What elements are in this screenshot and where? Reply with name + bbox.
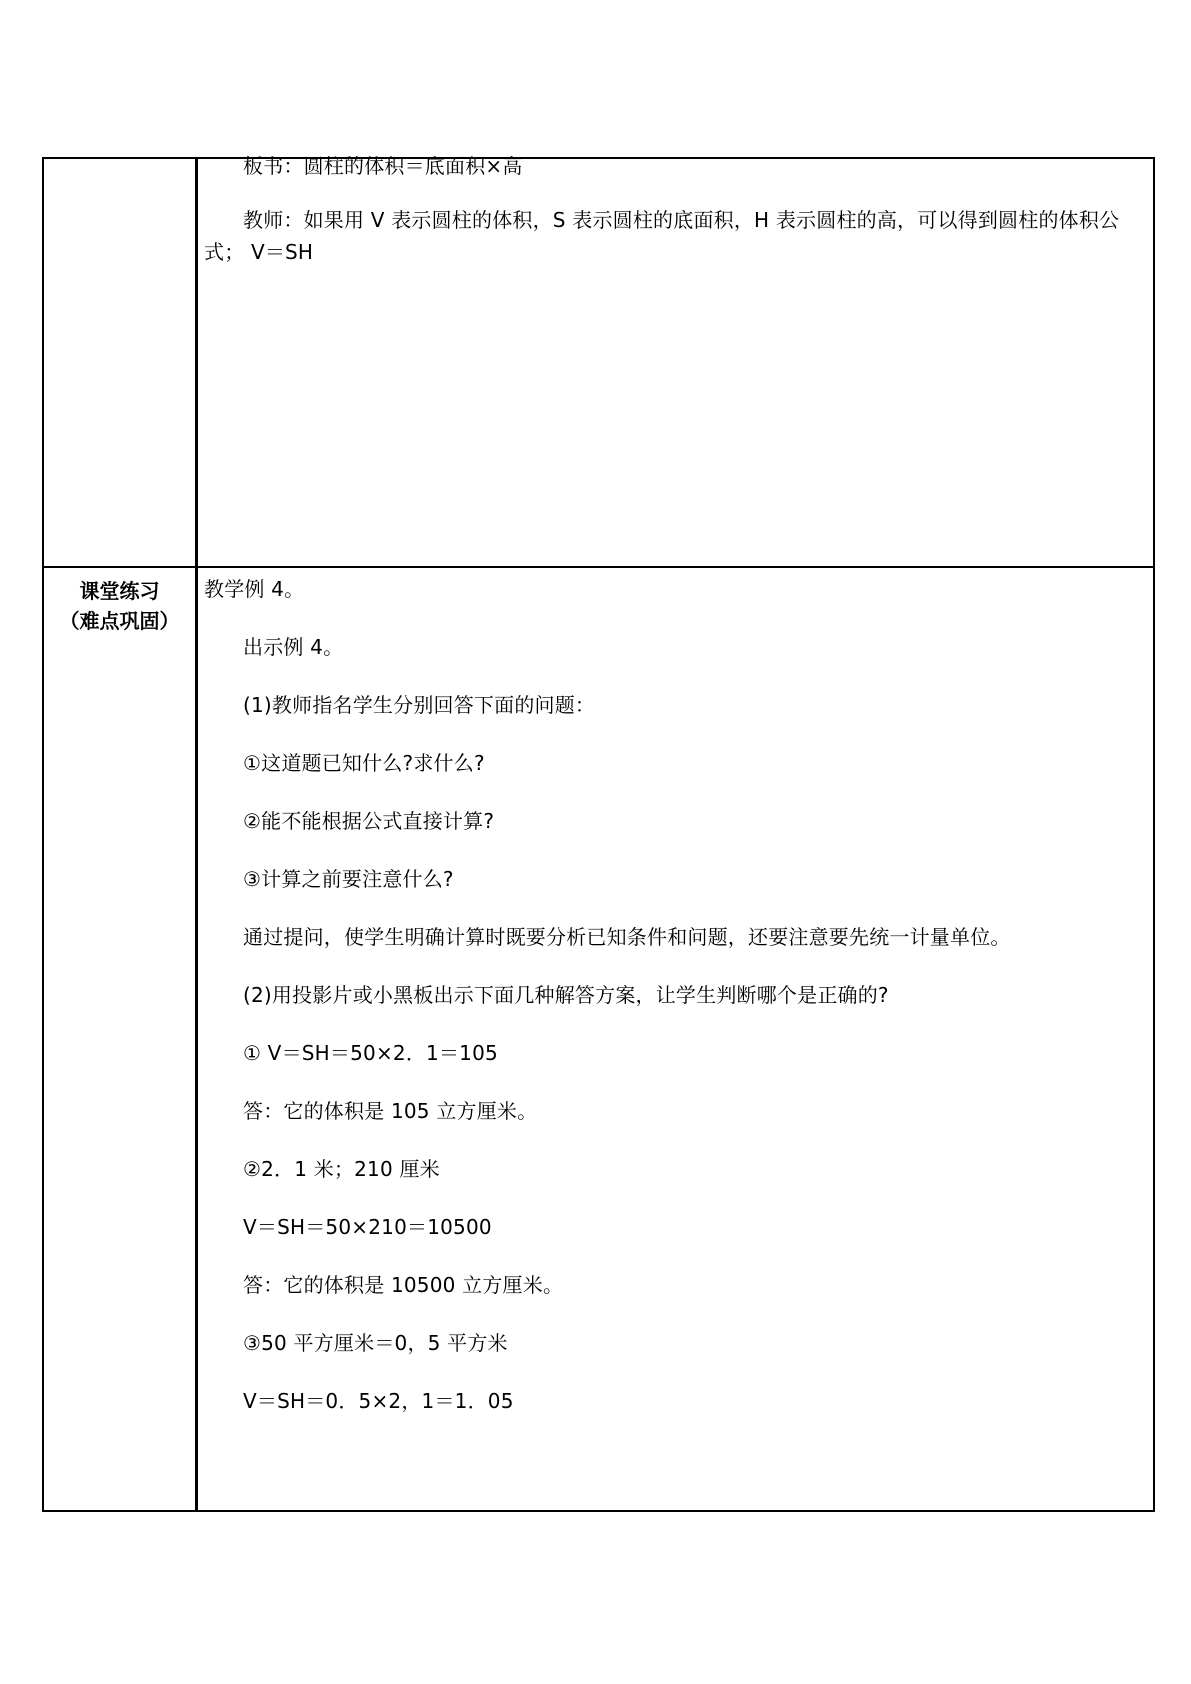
paragraph: ②能不能根据公式直接计算? bbox=[243, 809, 495, 833]
paragraph: 答：它的体积是 10500 立方厘米。 bbox=[243, 1273, 564, 1297]
paragraph: ②2．1 米；210 厘米 bbox=[243, 1157, 440, 1181]
paragraph: ①这道题已知什么?求什么? bbox=[243, 751, 485, 775]
paragraph: ③50 平方厘米＝0，5 平方米 bbox=[243, 1331, 508, 1355]
paragraph: 通过提问，使学生明确计算时既要分析已知条件和问题，还要注意要先统一计量单位。 bbox=[243, 925, 1011, 949]
section-content-cell bbox=[197, 567, 1155, 1511]
section-label-cell bbox=[43, 567, 197, 1511]
paragraph: V＝SH＝50×210＝10500 bbox=[243, 1215, 492, 1239]
paragraph: V＝SH＝0．5×2，1＝1．05 bbox=[243, 1389, 514, 1413]
table-row bbox=[43, 567, 1154, 1511]
lesson-table bbox=[42, 154, 1155, 1512]
section-content-cell bbox=[197, 154, 1155, 567]
table-row bbox=[43, 158, 1154, 567]
paragraph: ③计算之前要注意什么? bbox=[243, 867, 454, 891]
paragraph: 教师：如果用 V 表示圆柱的体积，S 表示圆柱的底面积，H 表示圆柱的高，可以得到圆柱的体积公式； V＝SH bbox=[204, 208, 1120, 264]
paragraph: (1)教师指名学生分别回答下面的问题： bbox=[243, 693, 596, 717]
section-label-cell bbox=[43, 158, 197, 567]
section-sublabel: （难点巩固） bbox=[59, 609, 180, 633]
section-label: 课堂练习 bbox=[79, 579, 160, 603]
paragraph: 出示例 4。 bbox=[243, 635, 344, 659]
paragraph: ① V＝SH＝50×2．1＝105 bbox=[243, 1041, 498, 1065]
paragraph: 答：它的体积是 105 立方厘米。 bbox=[243, 1099, 538, 1123]
paragraph: 教学例 4。 bbox=[204, 577, 305, 601]
paragraph: 板书：圆柱的体积＝底面积×高 bbox=[243, 154, 523, 178]
paragraph: (2)用投影片或小黑板出示下面几种解答方案，让学生判断哪个是正确的? bbox=[243, 983, 889, 1007]
